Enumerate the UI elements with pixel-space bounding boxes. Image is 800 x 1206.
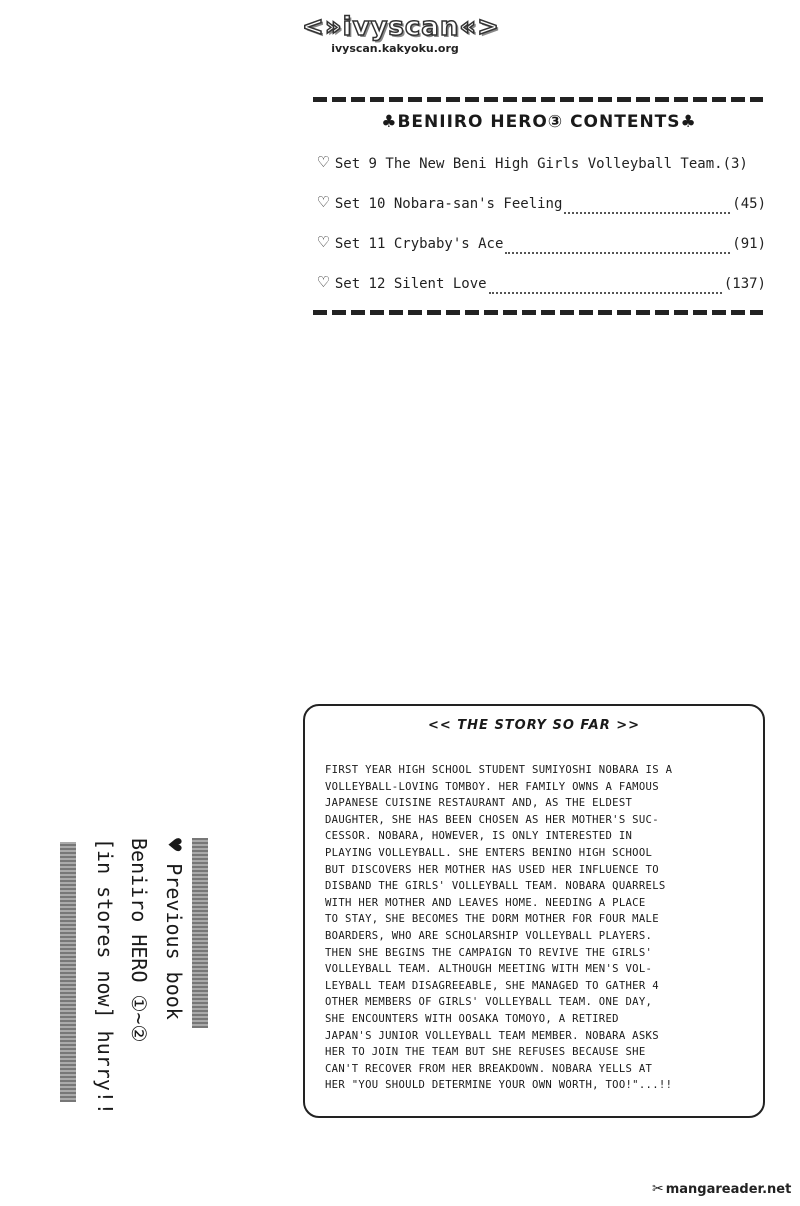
previous-book-label: Previous book bbox=[162, 863, 186, 1020]
right-screentone-bar bbox=[192, 838, 208, 1028]
story-so-far-box bbox=[303, 704, 765, 1118]
scanlator-logo bbox=[302, 10, 500, 55]
story-line: LEYBALL TEAM DISAGREEABLE, SHE MANAGED TO GATHER 4 bbox=[325, 979, 659, 992]
logo-text: <»ivyscan«> bbox=[302, 12, 500, 42]
story-heading: << THE STORY SO FAR >> bbox=[427, 718, 641, 733]
story-line: WITH HER MOTHER AND LEAVES HOME. NEEDING A PLACE bbox=[325, 896, 646, 909]
story-line: THEN SHE BEGINS THE CAMPAIGN TO REVIVE THE GIRLS' bbox=[325, 946, 653, 959]
toc-entry-page: (137) bbox=[723, 276, 766, 292]
story-line: TO STAY, SHE BECOMES THE DORM MOTHER FOR FOUR MALE bbox=[325, 913, 659, 926]
story-line: DAUGHTER, SHE HAS BEEN CHOSEN AS HER MOTHER'S SUC- bbox=[325, 813, 659, 826]
story-line: VOLLEYBALL-LOVING TOMBOY. HER FAMILY OWNS A FAMOUS bbox=[325, 780, 659, 793]
toc-entry-title: Set 9 The New Beni High Girls Volleyball Team bbox=[334, 156, 715, 172]
previous-book-note bbox=[88, 838, 191, 1115]
heart-outline-icon: ♡ bbox=[318, 192, 329, 213]
toc-entry-page: .(3) bbox=[714, 156, 748, 172]
contents-list bbox=[318, 152, 766, 312]
story-line: CESSOR. NOBARA, HOWEVER, IS ONLY INTERESTED IN bbox=[325, 830, 633, 843]
story-line: DISBAND THE GIRLS' VOLLEYBALL TEAM. NOBARA QUARRELS bbox=[325, 880, 666, 893]
story-line: VOLLEYBALL TEAM. ALTHOUGH MEETING WITH MEN'S VOL- bbox=[325, 963, 653, 976]
toc-entry-title: Set 10 Nobara-san's Feeling bbox=[334, 196, 563, 212]
heart-outline-icon: ♡ bbox=[318, 232, 329, 253]
story-line: FIRST YEAR HIGH SCHOOL STUDENT SUMIYOSHI NOBARA IS A bbox=[325, 764, 673, 776]
toc-entry bbox=[318, 272, 766, 312]
heart-outline-icon: ♡ bbox=[318, 152, 329, 173]
top-divider bbox=[313, 97, 763, 102]
contents-title: ♣BENIIRO HERO③ CONTENTS♣ bbox=[381, 112, 697, 132]
story-line: OTHER MEMBERS OF GIRLS' VOLLEYBALL TEAM. ONE DAY, bbox=[325, 996, 653, 1009]
bottom-divider bbox=[313, 310, 763, 315]
story-line: HER TO JOIN THE TEAM BUT SHE REFUSES BECAUSE SHE bbox=[325, 1046, 646, 1059]
previous-book-title: Beniiro HERO ①~② bbox=[127, 838, 151, 1043]
story-text bbox=[325, 762, 745, 1094]
watermark-text: mangareader.net bbox=[665, 1182, 792, 1197]
story-line: SHE ENCOUNTERS WITH OOSAKA TOMOYO, A RETIRED bbox=[325, 1012, 619, 1025]
toc-entry bbox=[318, 152, 766, 192]
story-line: BOARDERS, WHO ARE SCHOLARSHIP VOLLEYBALL PLAYERS. bbox=[325, 929, 653, 942]
story-line: CAN'T RECOVER FROM HER BREAKDOWN. NOBARA YELLS AT bbox=[325, 1062, 653, 1075]
previous-book-availability: [in stores now] hurry!! bbox=[93, 838, 117, 1115]
site-watermark bbox=[652, 1181, 800, 1203]
toc-entry bbox=[318, 232, 766, 272]
left-screentone-bar bbox=[60, 842, 76, 1102]
story-line: HER "YOU SHOULD DETERMINE YOUR OWN WORTH, TOO!"...!! bbox=[325, 1079, 673, 1092]
dot-leader bbox=[505, 251, 730, 254]
story-line: BUT DISCOVERS HER MOTHER HAS USED HER INFLUENCE TO bbox=[325, 863, 659, 876]
toc-entry-title: Set 12 Silent Love bbox=[334, 276, 487, 292]
toc-entry bbox=[318, 192, 766, 232]
scissors-icon: ✂ bbox=[652, 1181, 664, 1197]
dot-leader bbox=[564, 211, 730, 214]
heart-outline-icon: ♡ bbox=[318, 272, 329, 293]
story-line: PLAYING VOLLEYBALL. SHE ENTERS BENINO HIGH SCHOOL bbox=[325, 846, 653, 859]
dot-leader bbox=[489, 291, 722, 294]
story-line: JAPANESE CUISINE RESTAURANT AND, AS THE ELDEST bbox=[325, 797, 633, 810]
toc-entry-title: Set 11 Crybaby's Ace bbox=[334, 236, 504, 252]
toc-entry-page: (45) bbox=[732, 196, 766, 212]
logo-url: ivyscan.kakyoku.org bbox=[331, 42, 459, 55]
heart-icon: ♥ bbox=[161, 838, 186, 852]
toc-entry-page: (91) bbox=[732, 236, 766, 252]
story-line: JAPAN'S JUNIOR VOLLEYBALL TEAM MEMBER. NOBARA ASKS bbox=[325, 1029, 659, 1042]
